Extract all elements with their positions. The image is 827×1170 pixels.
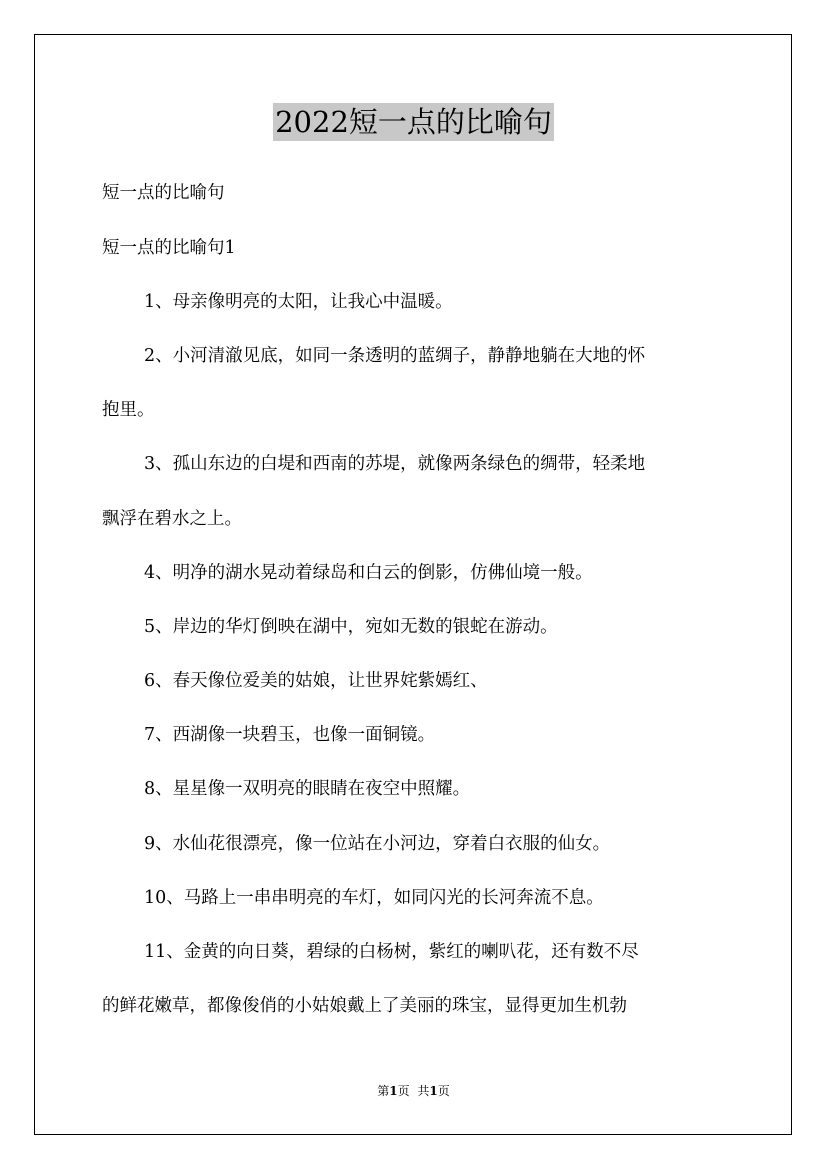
list-item: 1、母亲像明亮的太阳，让我心中温暖。 xyxy=(144,292,453,312)
list-item-continuation: 抱里。 xyxy=(102,400,155,420)
total-prefix: 共 xyxy=(417,1084,430,1098)
title-container xyxy=(0,103,827,141)
list-item: 4、明净的湖水晃动着绿岛和白云的倒影，仿佛仙境一般。 xyxy=(144,563,593,583)
list-item: 9、水仙花很漂亮，像一位站在小河边，穿着白衣服的仙女。 xyxy=(144,834,611,854)
list-item-continuation: 飘浮在碧水之上。 xyxy=(102,509,242,529)
list-item: 11、金黄的向日葵，碧绿的白杨树，紫红的喇叭花，还有数不尽 xyxy=(144,942,639,962)
list-item: 8、星星像一双明亮的眼睛在夜空中照耀。 xyxy=(144,779,471,799)
page-footer xyxy=(0,1083,827,1099)
list-item: 2、小河清澈见底，如同一条透明的蓝绸子，静静地躺在大地的怀 xyxy=(144,346,646,366)
total-pages: 1 xyxy=(429,1084,438,1098)
list-item: 5、岸边的华灯倒映在湖中，宛如无数的银蛇在游动。 xyxy=(144,617,558,637)
page-prefix: 第 xyxy=(377,1084,390,1098)
page-suffix: 页 xyxy=(397,1084,410,1098)
heading-2: 短一点的比喻句1 xyxy=(102,238,236,258)
list-item: 6、春天像位爱美的姑娘，让世界姹紫嫣红、 xyxy=(144,671,488,691)
list-item: 10、马路上一串串明亮的车灯，如同闪光的长河奔流不息。 xyxy=(144,888,604,908)
document-title: 2022短一点的比喻句 xyxy=(275,105,552,139)
total-suffix: 页 xyxy=(437,1084,450,1098)
page-number: 1 xyxy=(389,1084,398,1098)
list-item: 7、西湖像一块碧玉，也像一面铜镜。 xyxy=(144,725,436,745)
heading-1: 短一点的比喻句 xyxy=(102,183,225,203)
list-item-continuation: 的鲜花嫩草，都像俊俏的小姑娘戴上了美丽的珠宝，显得更加生机勃 xyxy=(102,996,627,1016)
list-item: 3、孤山东边的白堤和西南的苏堤，就像两条绿色的绸带，轻柔地 xyxy=(144,454,646,474)
